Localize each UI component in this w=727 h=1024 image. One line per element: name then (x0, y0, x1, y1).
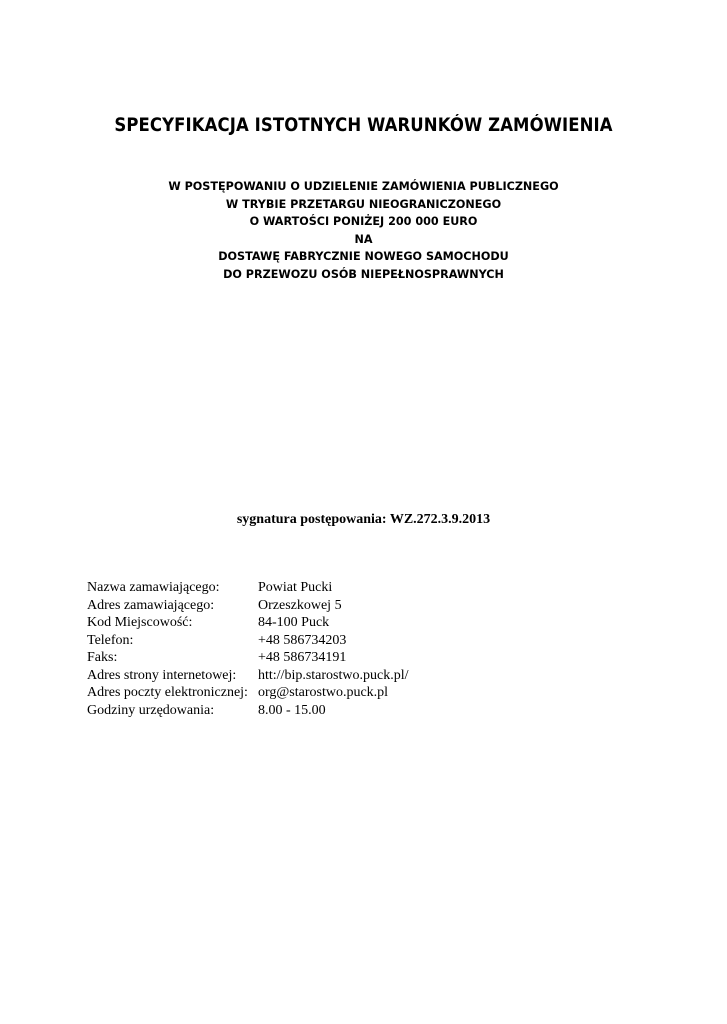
contact-row (87, 597, 409, 615)
contact-label: Faks: (87, 650, 118, 665)
contact-label: Telefon: (87, 632, 134, 648)
contact-value: 84-100 Puck (258, 615, 330, 630)
contact-label: Nazwa zamawiającego: (87, 580, 220, 595)
subtitle-line: W TRYBIE PRZETARGU NIEOGRANICZONEGO (225, 197, 502, 211)
document-subtitle (0, 178, 727, 284)
contact-value: Orzeszkowej 5 (258, 597, 342, 613)
contact-row (87, 632, 409, 650)
subtitle-line: NA (354, 232, 373, 246)
contact-row (87, 649, 409, 667)
contact-row (87, 702, 409, 720)
contact-row (87, 614, 409, 632)
website-value: htt://bip.starostwo.puck.pl/ (258, 667, 409, 683)
subtitle-line: O WARTOŚCI PONIŻEJ 200 000 EURO (249, 215, 478, 229)
contact-label: Adres strony internetowej: (87, 667, 237, 683)
contact-label: Adres poczty elektronicznej: (87, 685, 248, 700)
subtitle-line: DOSTAWĘ FABRYCZNIE NOWEGO SAMOCHODU (218, 250, 509, 264)
contact-value: +48 586734191 (258, 650, 347, 665)
procedure-signature: sygnatura postępowania: WZ.272.3.9.2013 (236, 512, 491, 527)
document-title: SPECYFIKACJA ISTOTNYCH WARUNKÓW ZAMÓWIENIA (114, 114, 613, 136)
contact-value: Powiat Pucki (258, 580, 333, 595)
contact-label: Godziny urzędowania: (87, 702, 215, 718)
contact-row (87, 579, 409, 597)
contact-label: Adres zamawiającego: (87, 597, 215, 613)
contact-row (87, 684, 409, 702)
contact-value: +48 586734203 (258, 632, 347, 648)
contact-value: 8.00 - 15.00 (258, 702, 326, 718)
contact-info-table (87, 579, 409, 719)
contact-row (87, 667, 409, 685)
subtitle-line: DO PRZEWOZU OSÓB NIEPEŁNOSPRAWNYCH (223, 267, 504, 281)
subtitle-line: W POSTĘPOWANIU O UDZIELENIE ZAMÓWIENIA PUBLICZNEGO (168, 180, 559, 193)
email-value: org@starostwo.puck.pl (258, 685, 389, 700)
contact-label: Kod Miejscowość: (87, 615, 193, 630)
